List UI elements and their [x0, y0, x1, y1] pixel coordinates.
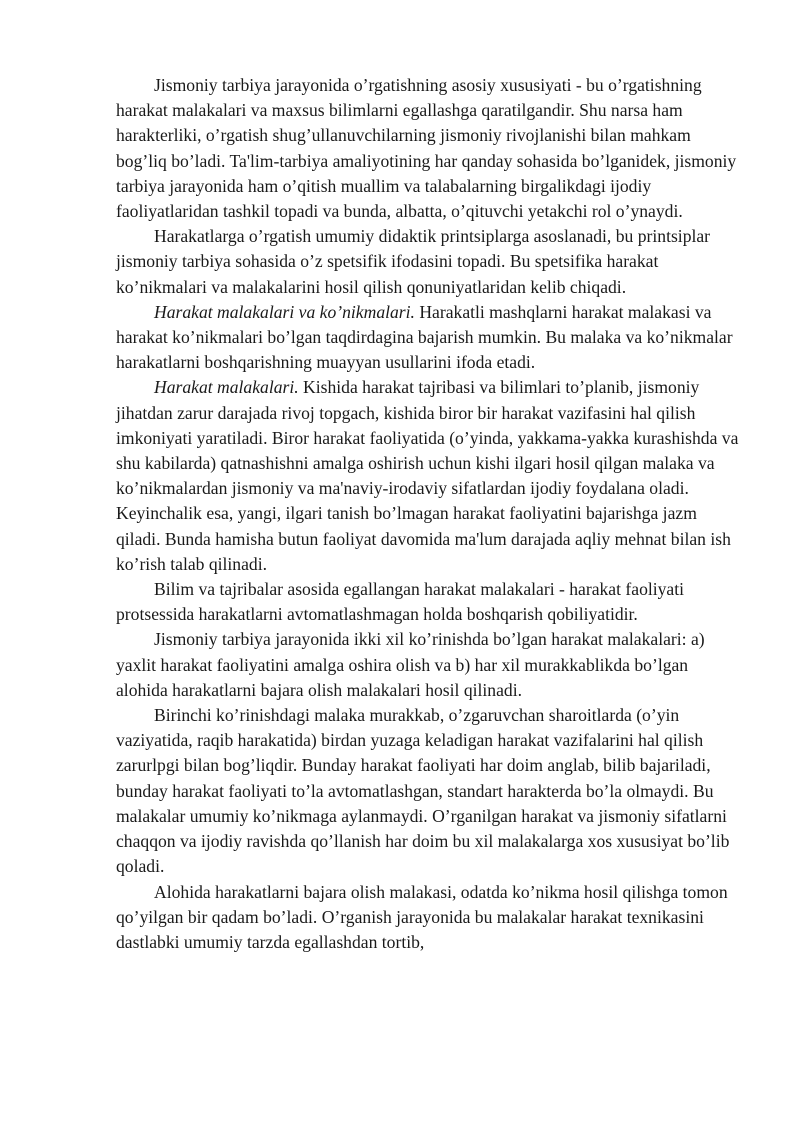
paragraph-8-text: Alohida harakatlarni bajara olish malakasi, odatda ko’nikma hosil qilishga tomon qo’yilgan bir qadam bo’ladi. O’rganish jarayonida bu malakalar harakat texnikasini dastlabki umumiy tarzda egallashdan tortib, — [116, 881, 728, 952]
paragraph-3 — [116, 300, 740, 376]
paragraph-1 — [116, 73, 740, 224]
paragraph-3-text: Harakatli mashqlarni harakat malakasi va harakat ko’nikmalari bo’lgan taqdirdagina bajarish mumkin. Bu malaka va ko’nikmalar harakatlarni boshqarishning muayyan usullarini ifoda etadi. — [116, 301, 733, 373]
paragraph-1-text: Jismoniy tarbiya jarayonida o’rgatishning asosiy xususiyati - bu o’rgatishning harakat malakalari va maxsus bilimlarni egallashga qaratilgandir. Shu narsa ham harakterliki, o’rgatish shug’ullanuvchilarning jismoniy rivojlanishi bilan mahkam bog’liq bo’ladi. Ta'lim-tarbiya amaliyotining har qanday sohasida bo’lganidek, jismoniy tarbiya jarayonida ham o’qitish muallim va talabalarning birgalikdagi ijodiy faoliyatlaridan tashkil topadi va bunda, albatta, o’qituvchi yetakchi rol o’ynaydi. — [116, 75, 737, 222]
paragraph-4-text: Kishida harakat tajribasi va bilimlari to’planib, jismoniy jihatdan zarur darajada rivoj topgach, kishida biror bir harakat vazifasini hal qilish imkoniyati yaratiladi. Biror harakat faoliyatida (o’yinda, yakkama-yakka kurashishda va shu kabilarda) qatnashishni amalga oshirish uchun kishi ilgari hosil qilgan malaka va ko’nikmalardan jismoniy va ma'naviy-irodaviy sifatlardan ijodiy foydalana oladi. Keyinchalik esa, yangi, ilgari tanish bo’lmagan harakat faoliyatini bajarishga jazm qiladi. Bunda hamisha butun faoliyat davomida ma'lum darajada aqliy mehnat bilan ish ko’rish talab qilinadi. — [116, 377, 739, 574]
paragraph-4-italic-lead: Harakat malakalari. — [154, 377, 299, 398]
paragraph-6 — [116, 627, 740, 703]
paragraph-7-text: Birinchi ko’rinishdagi malaka murakkab, o’zgaruvchan sharoitlarda (o’yin vaziyatida, raqib harakatida) birdan yuzaga keladigan harakat vazifalarini hal qilish zarurlpgi bilan bog’liqdir. Bunday harakat faoliyati har doim anglab, bilib bajariladi, bunday harakat faoliyati to’la avtomatlashgan, standart harakterda bo’la olmaydi. Bu malakalar umumiy ko’nikmaga aylanmaydi. O’rganilgan harakat va jismoniy sifatlarni chaqqon va ijodiy ravishda qo’llanish har doim bu xil malakalarga xos xususiyat bo’lib qoladi. — [116, 705, 730, 877]
paragraph-6-text: Jismoniy tarbiya jarayonida ikki xil ko’rinishda bo’lgan harakat malakalari: a) yaxlit harakat faoliyatini amalga oshira olish va b) har xil murakkablikda bo’lgan alohida harakatlarni bajara olish malakalari hosil qilinadi. — [116, 629, 705, 700]
paragraph-7 — [116, 703, 740, 879]
paragraph-2 — [116, 224, 740, 300]
paragraph-5-text: Bilim va tajribalar asosida egallangan harakat malakalari - harakat faoliyati protsessida harakatlarni avtomatlashmagan holda boshqarish qobiliyatidir. — [116, 579, 685, 625]
paragraph-5 — [116, 577, 740, 627]
paragraph-3-italic-lead: Harakat malakalari va ko’nikmalari. — [154, 301, 415, 322]
paragraph-4 — [116, 375, 740, 577]
paragraph-8 — [116, 880, 740, 956]
paragraph-2-text: Harakatlarga o’rgatish umumiy didaktik printsiplarga asoslanadi, bu printsiplar jismoniy tarbiya sohasida o’z spetsifik ifodasini topadi. Bu spetsifika harakat ko’nikmalari va malakalarini hosil qilish qonuniyatlaridan kelib chiqadi. — [116, 226, 711, 297]
